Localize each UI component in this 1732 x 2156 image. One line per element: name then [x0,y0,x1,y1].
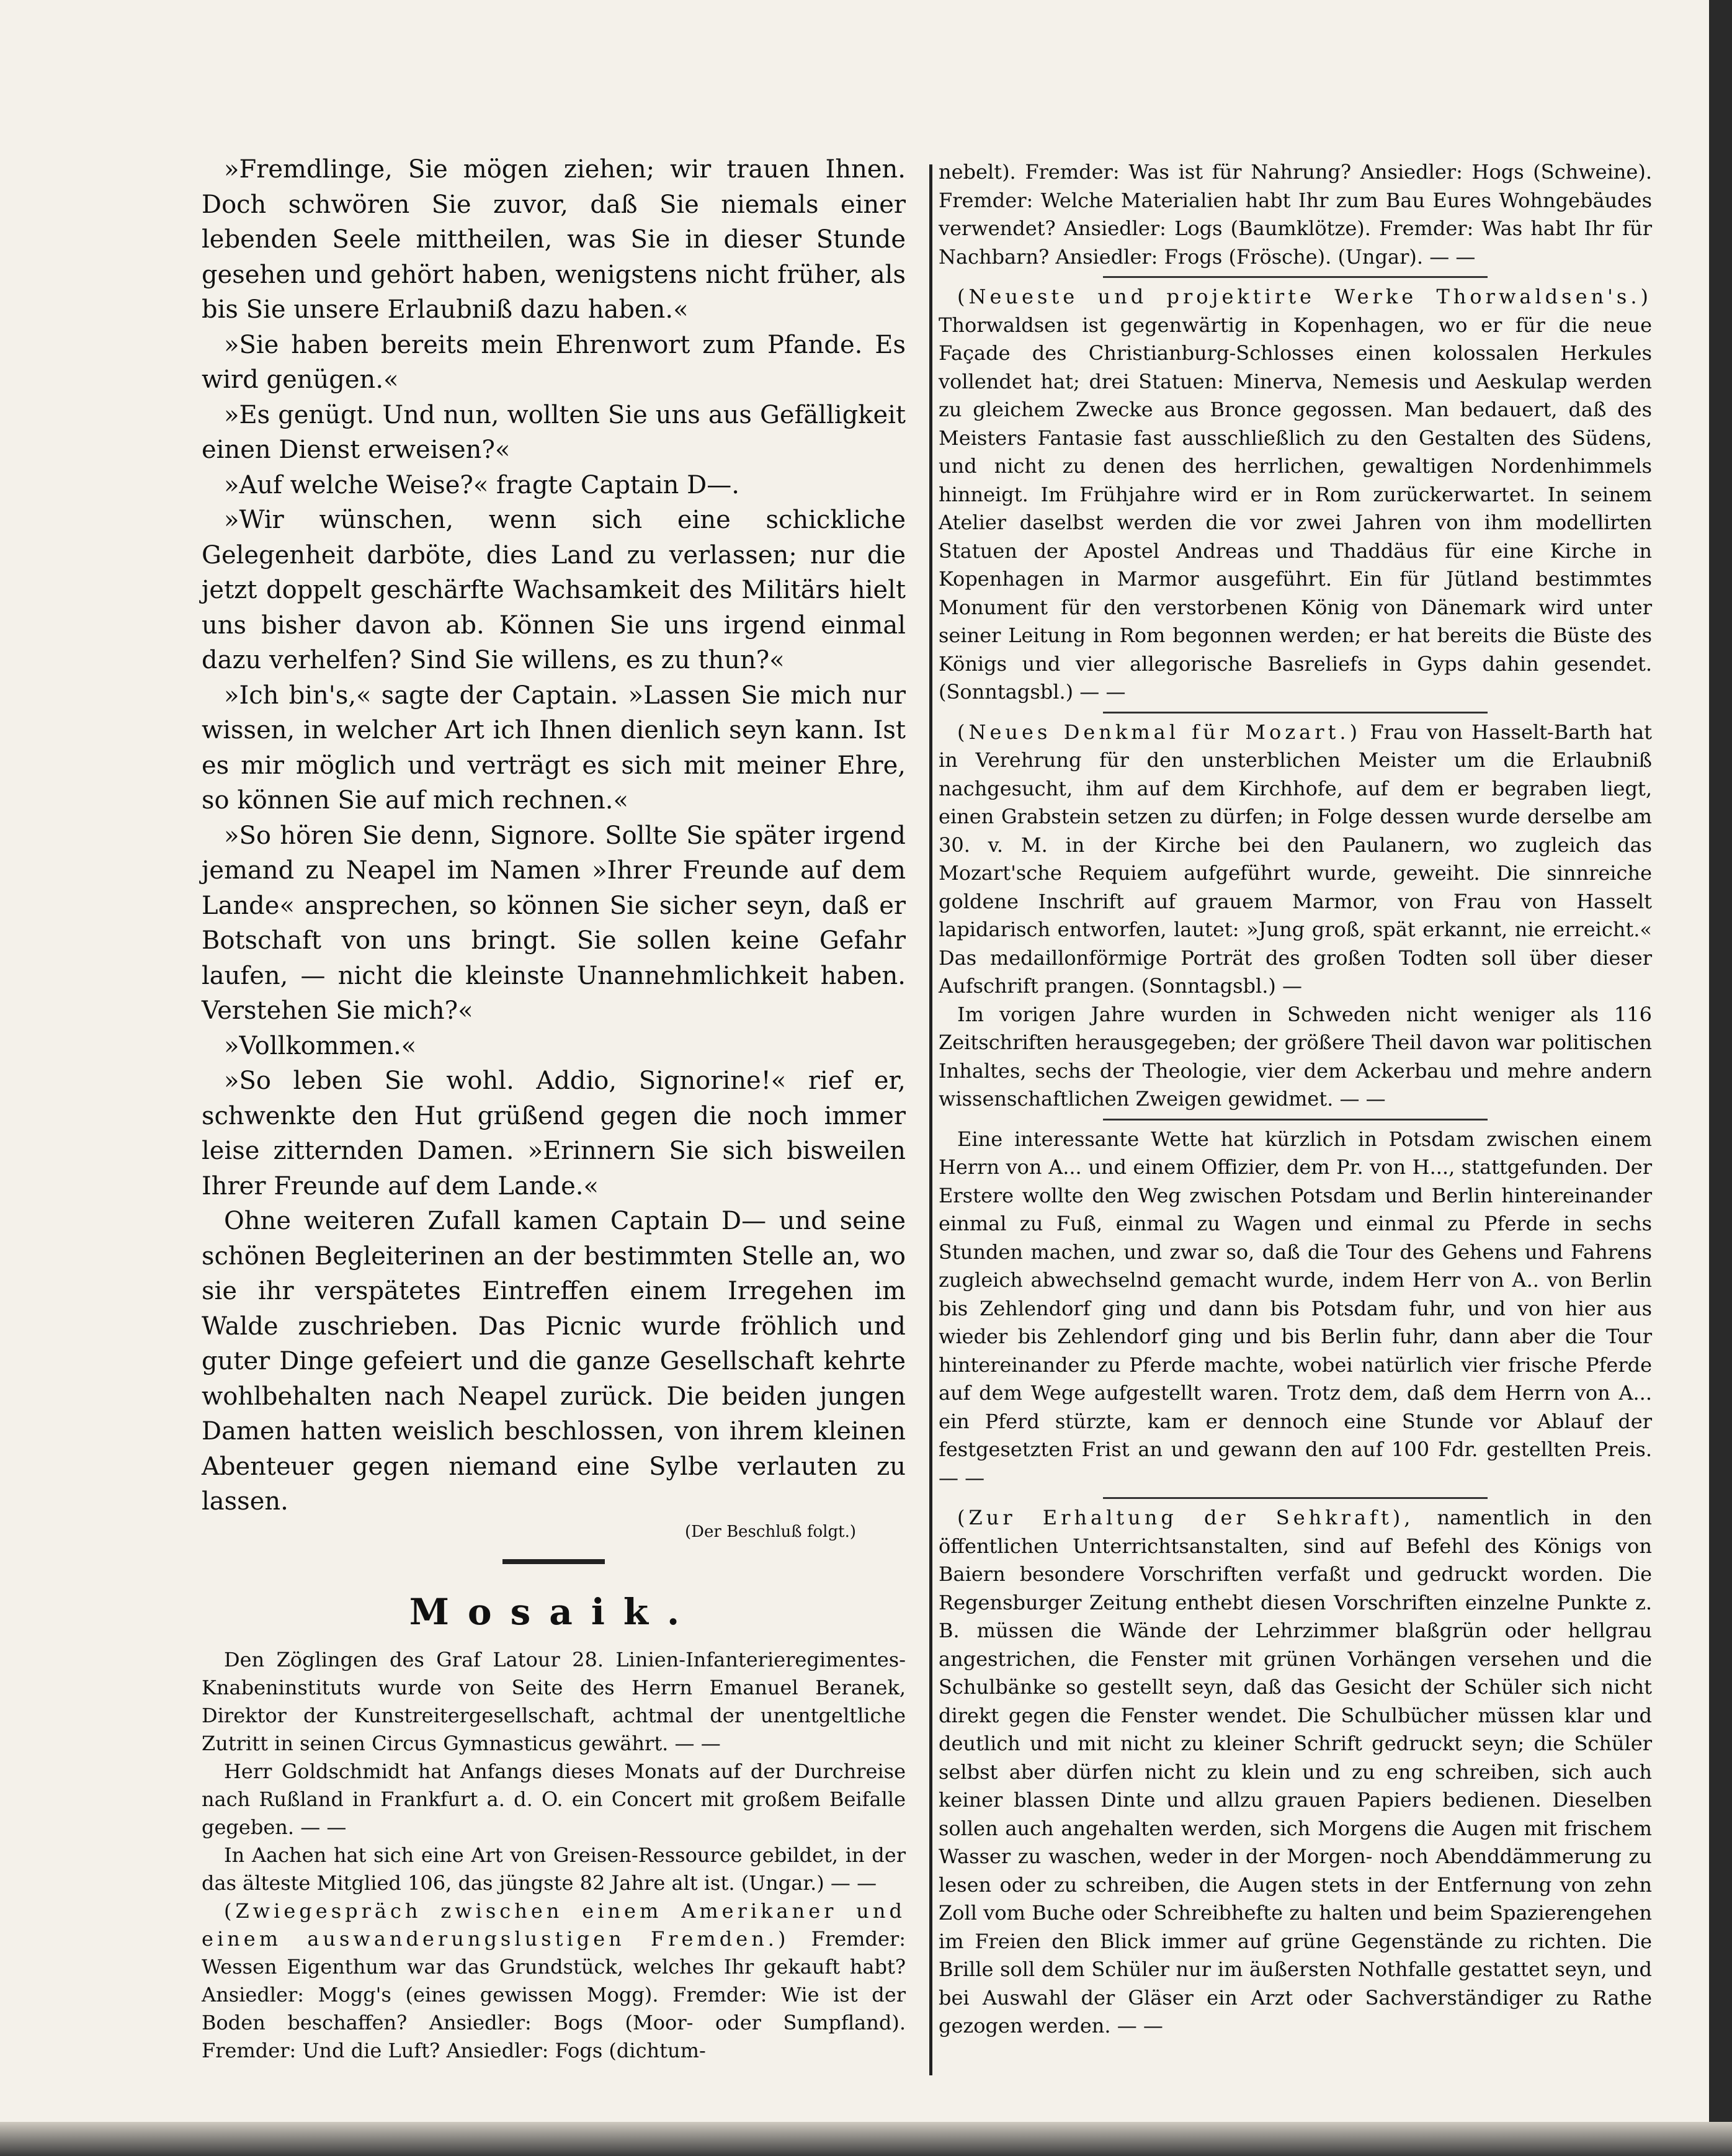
item-title: (Zwiegespräch zwischen einem Amerikaner und einem auswanderungslustigen Fremden.) [202,1899,906,1951]
item-divider [1103,1119,1488,1120]
story-paragraph: »Auf welche Weise?« fragte Captain D—. [224,470,739,499]
left-column [202,152,906,2065]
right-column [939,158,1652,2041]
story-paragraph: »Sie haben bereits mein Ehrenwort zum Pfande. Es wird genügen.« [202,330,906,394]
mosaik-item: Herr Goldschmidt hat Anfangs dieses Monats auf der Durchreise nach Rußland in Frankfurt a. d. O. ein Concert mit großem Beifalle gegeben. — — [202,1759,906,1839]
item-text: Thorwaldsen ist gegenwärtig in Kopenhagen, wo er für die neue Façade des Christianburg-Schlosses einen kolossalen Herkules vollendet hat; drei Statuen: Minerva, Nemesis und Aeskulap werden zu gleichem Zwecke aus Bronce gegossen. Man bedauert, daß des Meisters Fantasie fast ausschließlich zu den Gestalten des Südens, und nicht zu denen des herrlichen, gewaltigen Nordenhimmels hinneigt. Im Frühjahre wird er in Rom zurückerwartet. In seinem Atelier daselbst werden die vor zwei Jahren von ihm modellirten Statuen der Apostel Andreas und Thaddäus für eine Kirche in Kopenhagen in Marmor ausgeführt. Ein für Jütland bestimmtes Monument für den verstorbenen König von Dänemark wird unter seiner Leitung in Rom begonnen werden; er hat bereits die Büste des Königs und vier allegorische Basreliefs in Gyps dahin gesendet. (Sonntagsbl.) — — [939,313,1652,704]
section-divider [502,1559,605,1564]
mosaik-item [939,718,1652,1001]
item-divider [1103,712,1488,713]
mosaik-item [939,1504,1652,2041]
item-divider [1103,1497,1488,1499]
column-rule [929,164,932,2075]
story-paragraph: »So hören Sie denn, Signore. Sollte Sie später irgend jemand zu Neapel im Namen »Ihrer Freunde auf dem Lande« ansprechen, so können Sie sicher seyn, daß er Botschaft von uns bringt. Sie sollen keine Gefahr laufen, — nicht die kleinste Unannehmlichkeit haben. Verstehen Sie mich?« [202,821,906,1025]
continuation-note: (Der Beschluß folgt.) [685,1522,856,1541]
item-text: namentlich in den öffentlichen Unterrichtsanstalten, sind auf Befehl des Königs von Baiern besondere Vorschriften verfaßt und gedruckt worden. Die Regensburger Zeitung enthebt diesen Vorschriften einzelne Punkte z. B. müssen die Wände der Lehrzimmer blaßgrün oder hellgrau angestrichen, die Fenster mit grünen Vorhängen versehen und die Schulbänke so gestellt seyn, daß das Gesicht der Schüler sich nicht direkt gegen die Fenster wendet. Die Schulbücher müssen klar und deutlich und mit nicht zu kleiner Schrift gedruckt seyn; die Schüler selbst aber dürfen nicht zu klein und zu eng schreiben, sich auch keiner blassen Dinte und allzu grauen Papiers bedienen. Dieselben sollen auch angehalten werden, sich Morgens die Augen mit frischem Wasser zu waschen, weder in der Morgen- noch Abenddämmerung zu lesen oder zu schreiben, die Augen stets in der Entfernung von zehn Zoll vom Buche oder Schreibhefte zu halten und beim Spazierengehen im Freien den Blick immer auf grüne Gegenstände zu richten. Die Brille soll dem Schüler nur im äußersten Nothfalle gestattet seyn, und bei Auswahl der Gläser ein Arzt oder Sachverständiger zu Rathe gezogen werden. — — [939,1506,1653,2037]
item-divider [1103,276,1488,278]
mosaik-item [939,283,1652,707]
item-text: Frau von Hasselt-Barth hat in Verehrung für den unsterblichen Meister um die Erlaubniß nachgesucht, ihm auf dem Kirchhofe, auf dem er begraben liegt, einen Grabstein setzen zu dürfen; in Folge dessen wurde derselbe am 30. v. M. in der Kirche bei den Paulanern, wo zugleich das Mozart'sche Requiem aufgeführt wurde, geweiht. Die sinnreiche goldene Inschrift auf grauem Marmor, von Frau von Hasselt lapidarisch entworfen, lautet: »Jung groß, spät erkannt, nie erreicht.« Das medaillonförmige Porträt des großen Todten soll über dieser Aufschrift prangen. (Sonntagsbl.) — [939,720,1653,998]
story-paragraph: »Wir wünschen, wenn sich eine schickliche Gelegenheit darböte, dies Land zu verlassen; nur die jetzt doppelt geschärfte Wachsamkeit des Militärs hielt uns bisher davon ab. Können Sie uns irgend einmal dazu verhelfen? Sind Sie willens, es zu thun?« [202,506,906,674]
mosaik-item: Im vorigen Jahre wurden in Schweden nicht weniger als 116 Zeitschriften herausgegeben; der größere Theil davon war politischen Inhaltes, sechs der Theologie, vier dem Ackerbau und mehre andern wissenschaftlichen Zweigen gewidmet. — — [939,1002,1652,1111]
section-heading: Mosaik. [409,1590,699,1633]
story-paragraph: »Ich bin's,« sagte der Captain. »Lassen Sie mich nur wissen, in welcher Art ich Ihnen dienlich seyn kann. Ist es mir möglich und verträgt es sich mit meiner Ehre, so können Sie auf mich rechnen.« [202,681,906,815]
scan-border-bottom [0,2122,1732,2156]
mosaik-item [202,1897,906,2065]
mosaik-item: In Aachen hat sich eine Art von Greisen-Ressource gebildet, in der das älteste Mitglied 106, das jüngste 82 Jahre alt ist. (Ungar.) — — [202,1843,906,1895]
story-paragraph: Ohne weiteren Zufall kamen Captain D— und seine schönen Begleiterinen an der bestimmten Stelle an, wo sie ihr verspätetes Eintreffen einem Irregehen im Walde zuschrieben. Das Picnic wurde fröhlich und guter Dinge gefeiert und die ganze Gesellschaft kehrte wohlbehalten nach Neapel zurück. Die beiden jungen Damen hatten weislich beschlossen, von ihrem kleinen Abenteuer gegen niemand eine Sylbe verlauten zu lassen. [202,1207,906,1516]
item-title: (Zur Erhaltung der Sehkraft), [957,1506,1414,1529]
story-paragraph: »Es genügt. Und nun, wollten Sie uns aus Gefälligkeit einen Dienst erweisen?« [202,400,906,464]
mosaik-item: Eine interessante Wette hat kürzlich in Potsdam zwischen einem Herrn von A... und einem Offizier, dem Pr. von H..., stattgefunden. Der Erstere wollte den Weg zwischen Potsdam und Berlin hintereinander einmal zu Fuß, einmal zu Wagen und einmal zu Pferde in sechs Stunden machen, und zwar so, daß die Tour des Gehens und Fahrens zugleich abwechselnd gemacht wurde, indem Herr von A.. von Berlin bis Zehlendorf ging und dann bis Potsdam fuhr, und von hier aus wieder bis Zehlendorf ging und bis Berlin fuhr, dann aber die Tour hintereinander zu Pferde machte, wobei natürlich vier frische Pferde auf dem Wege aufgestellt waren. Trotz dem, daß dem Herrn von A... ein Pferd stürzte, kam er dennoch eine Stunde vor Ablauf der festgesetzten Frist an und gewann den auf 100 Fdr. gestellten Preis. — — [939,1127,1652,1490]
story-paragraph: »So leben Sie wohl. Addio, Signorine!« rief er, schwenkte den Hut grüßend gegen die noch immer leise zitternden Damen. »Erinnern Sie sich bisweilen Ihrer Freunde auf dem Lande.« [202,1067,906,1201]
mosaik-item: nebelt). Fremder: Was ist für Nahrung? Ansiedler: Hogs (Schweine). Fremder: Welche Materialien habt Ihr zum Bau Eures Wohngebäudes verwendet? Ansiedler: Logs (Baumklötze). Fremder: Was habt Ihr für Nachbarn? Ansiedler: Frogs (Frösche). (Ungar). — — [939,160,1652,269]
scan-border-right [1709,0,1732,2156]
item-title: (Neueste und projektirte Werke Thorwaldsen's.) [957,285,1652,308]
item-text: Fremder: Wessen Eigenthum war das Grundstück, welches Ihr gekauft habt? Ansiedler: Mogg's (eines gewissen Mogg). Fremder: Wie ist der Boden beschaffen? Ansiedler: Bogs (Moor- oder Sumpfland). Fremder: Und die Luft? Ansiedler: Fogs (dichtum- [202,1926,906,2062]
item-title: (Neues Denkmal für Mozart.) [957,720,1362,744]
mosaik-item: Den Zöglingen des Graf Latour 28. Linien-Infanterieregimentes-Knabeninstituts wurde von Seite des Herrn Emanuel Beranek, Direktor der Kunstreitergesellschaft, achtmal der unentgeltliche Zutritt in seinen Circus Gymnasticus gewährt. — — [202,1647,906,1755]
story-paragraph: »Vollkommen.« [224,1031,417,1060]
story-paragraph: »Fremdlinge, Sie mögen ziehen; wir trauen Ihnen. Doch schwören Sie zuvor, daß Sie niemals einer lebenden Seele mittheilen, was Sie in dieser Stunde gesehen und gehört haben, wenigstens nicht früher, als bis Sie unsere Erlaubniß dazu haben.« [202,155,906,324]
